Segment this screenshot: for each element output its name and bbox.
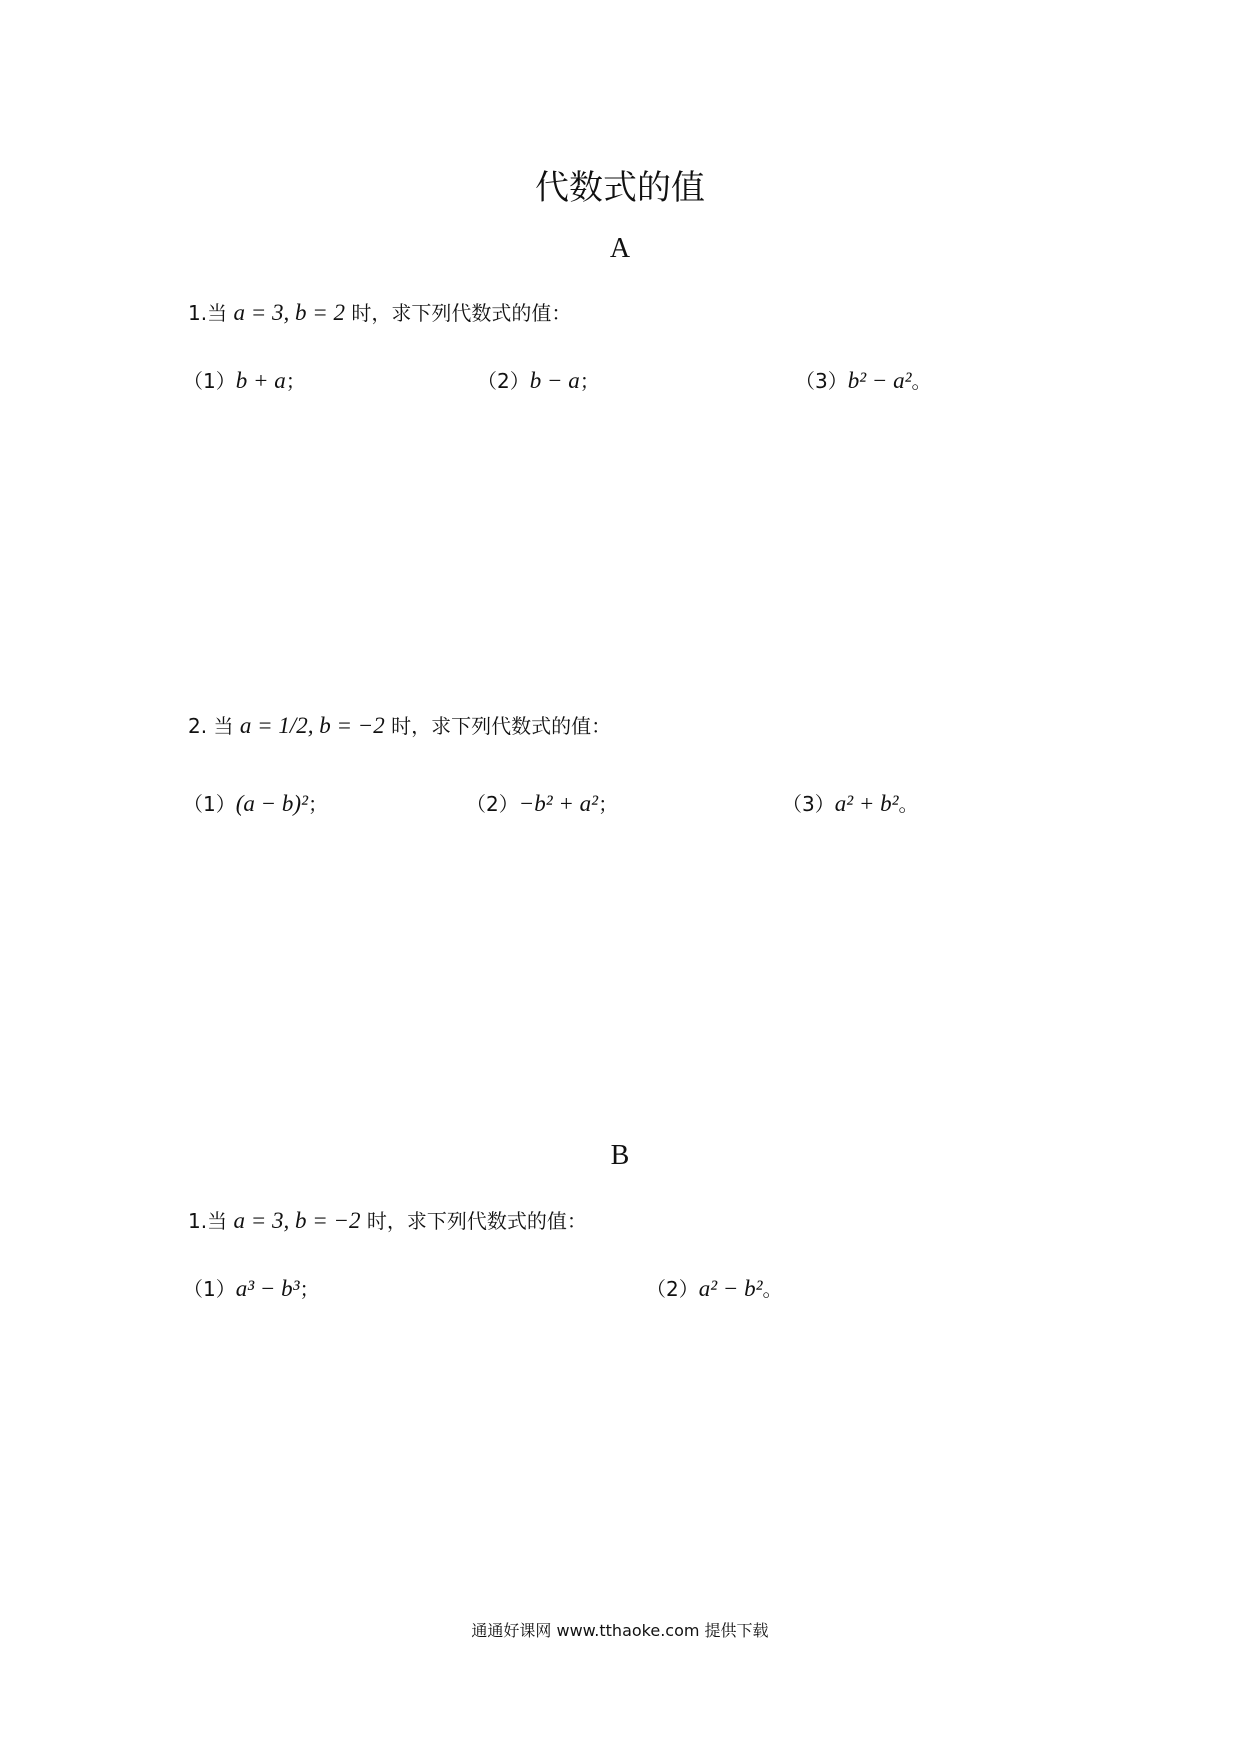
- question-b1: [188, 1205, 587, 1234]
- question-text: 时，求下列代数式的值：: [360, 1209, 587, 1233]
- item-a2-2: [466, 788, 618, 817]
- question-text: 时，求下列代数式的值：: [384, 714, 612, 738]
- item-label: （3）: [782, 792, 835, 816]
- question-prefix: 当: [207, 1209, 228, 1233]
- question-number: 2.: [188, 714, 208, 738]
- item-a2-3: [782, 788, 919, 817]
- item-end: ；: [307, 792, 328, 816]
- question-prefix: 当: [207, 301, 228, 325]
- item-expression: b² − a²: [847, 368, 912, 393]
- item-expression: −b² + a²: [518, 791, 599, 816]
- item-end: 。: [762, 1277, 783, 1301]
- section-b-heading: B: [610, 1140, 630, 1171]
- question-text: 时，求下列代数式的值：: [345, 301, 572, 325]
- item-end: 。: [898, 792, 919, 816]
- item-a1-1: [183, 365, 306, 394]
- item-expression: a² + b²: [834, 791, 899, 816]
- item-expression: a² − b²: [698, 1276, 763, 1301]
- item-end: ；: [299, 1277, 320, 1301]
- item-label: （1）: [183, 792, 236, 816]
- item-end: ；: [579, 369, 600, 393]
- item-a2-1: [183, 788, 328, 817]
- section-a-heading: A: [609, 233, 631, 264]
- item-label: （2）: [646, 1277, 699, 1301]
- question-a1: [188, 297, 571, 326]
- item-label: （1）: [183, 1277, 236, 1301]
- question-a2: [188, 710, 611, 739]
- item-expression: (a − b)²: [235, 791, 308, 816]
- item-end: ；: [598, 792, 619, 816]
- item-b1-1: [183, 1273, 320, 1302]
- item-expression: a³ − b³: [235, 1276, 300, 1301]
- page-title: 代数式的值: [535, 168, 705, 208]
- item-label: （2）: [466, 792, 519, 816]
- item-expression: b − a: [529, 368, 580, 393]
- footer-credit: 通通好课网 www.tthaoke.com 提供下载: [471, 1621, 769, 1640]
- item-a1-2: [477, 365, 600, 394]
- question-condition: a = 3, b = 2: [233, 300, 345, 325]
- item-end: ；: [285, 369, 306, 393]
- question-condition: a = 1/2, b = −2: [239, 713, 385, 738]
- item-label: （3）: [795, 369, 848, 393]
- question-prefix: 当: [207, 714, 234, 738]
- item-label: （1）: [183, 369, 236, 393]
- item-end: 。: [911, 369, 932, 393]
- item-b1-2: [646, 1273, 783, 1302]
- question-number: 1.: [188, 1209, 208, 1233]
- question-number: 1.: [188, 301, 208, 325]
- question-condition: a = 3, b = −2: [233, 1208, 361, 1233]
- item-label: （2）: [477, 369, 530, 393]
- item-expression: b + a: [235, 368, 286, 393]
- item-a1-3: [795, 365, 932, 394]
